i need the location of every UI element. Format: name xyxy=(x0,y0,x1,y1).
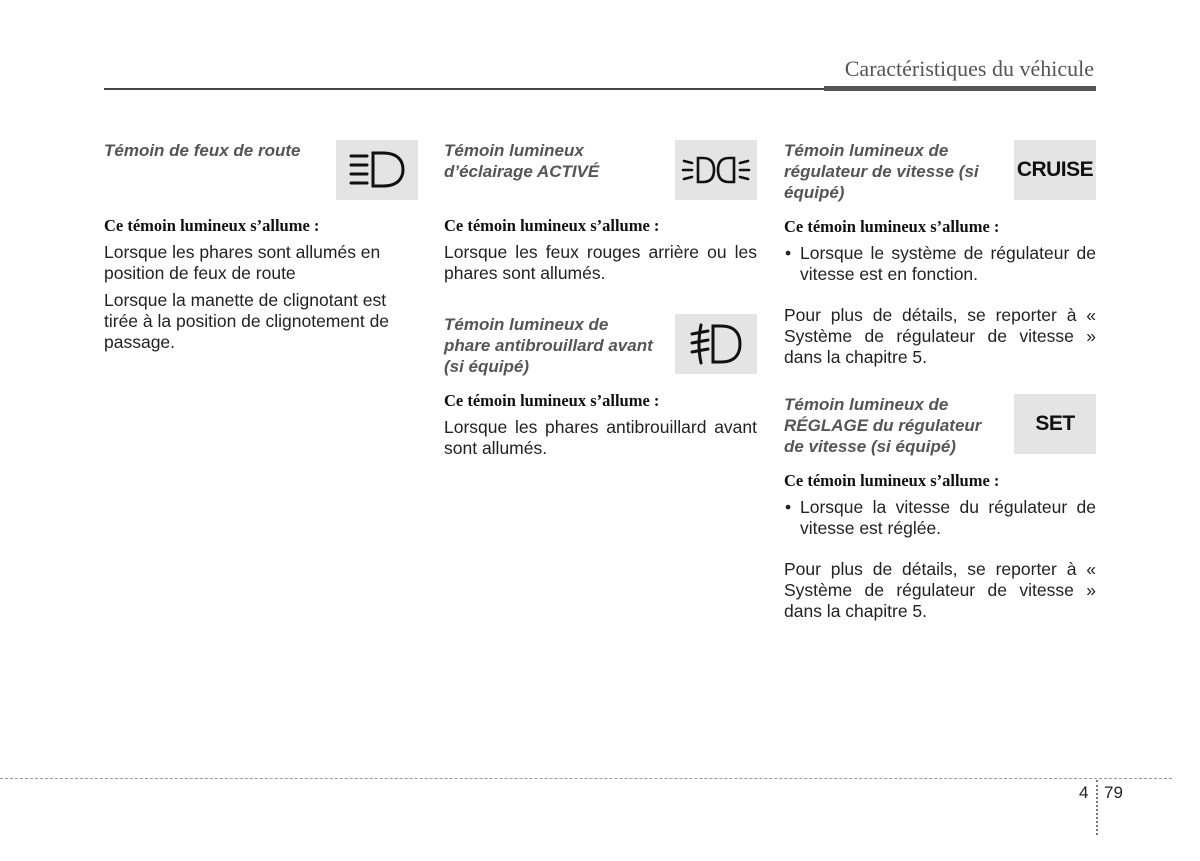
section-subheading: Ce témoin lumineux s’allume : xyxy=(104,216,320,235)
set-indicator-label: SET xyxy=(1035,412,1075,435)
footer-page-separator xyxy=(1096,780,1098,835)
paragraph: Lorsque les phares antibrouillard avant sont allumés. xyxy=(444,417,757,458)
section-title: Témoin lumineux de RÉGLAGE du régulateur de vitesse (si équipé) xyxy=(784,395,982,456)
paragraph: Lorsque les phares sont allumés en position de feux de route xyxy=(104,242,381,283)
chapter-number: 4 xyxy=(1079,783,1089,802)
cruise-indicator-label: CRUISE xyxy=(1016,158,1094,181)
column-3 xyxy=(784,138,1096,628)
section-title: Témoin lumineux de phare antibrouillard avant (si équipé) xyxy=(444,315,653,376)
section-title: Témoin lumineux de régulateur de vitesse (si équipé) xyxy=(784,141,979,202)
header-title: Caractéristiques du véhicule xyxy=(844,56,1094,81)
section-subheading: Ce témoin lumineux s’allume : xyxy=(784,217,1000,236)
set-indicator-icon xyxy=(1014,394,1096,454)
footer-divider xyxy=(0,778,1172,779)
paragraph: Lorsque les feux rouges arrière ou les phares sont allumés. xyxy=(444,242,757,283)
column-2 xyxy=(444,138,757,465)
section-subheading: Ce témoin lumineux s’allume : xyxy=(444,216,660,235)
note-paragraph: Pour plus de détails, se reporter à « Système de régulateur de vitesse » dans la chapitre 5. xyxy=(784,305,1096,367)
section-subheading: Ce témoin lumineux s’allume : xyxy=(444,391,660,410)
section-subheading: Ce témoin lumineux s’allume : xyxy=(784,471,1000,490)
section-cruise xyxy=(784,138,1096,368)
section-high-beam xyxy=(104,138,418,353)
paragraph: Lorsque la manette de clignotant est tirée à la position de clignotement de passage. xyxy=(104,290,390,352)
high-beam-icon xyxy=(336,140,418,200)
tail-light-icon xyxy=(675,140,757,200)
front-fog-light-icon xyxy=(675,314,757,374)
cruise-indicator-icon xyxy=(1014,140,1096,200)
page-number: 79 xyxy=(1104,783,1123,802)
column-1 xyxy=(104,138,418,359)
note-paragraph: Pour plus de détails, se reporter à « Système de régulateur de vitesse » dans la chapitre 5. xyxy=(784,559,1096,621)
bullet-item: • Lorsque la vitesse du régulateur de vitesse est réglée. xyxy=(784,497,1096,539)
section-title: Témoin de feux de route xyxy=(104,141,301,160)
section-front-fog xyxy=(444,312,757,459)
section-tail-light xyxy=(444,138,757,284)
section-cruise-set xyxy=(784,392,1096,622)
section-title: Témoin lumineux d’éclairage ACTIVÉ xyxy=(444,141,600,181)
bullet-item: • Lorsque le système de régulateur de vitesse est en fonction. xyxy=(784,243,1096,285)
header-rule-accent xyxy=(824,86,1096,91)
